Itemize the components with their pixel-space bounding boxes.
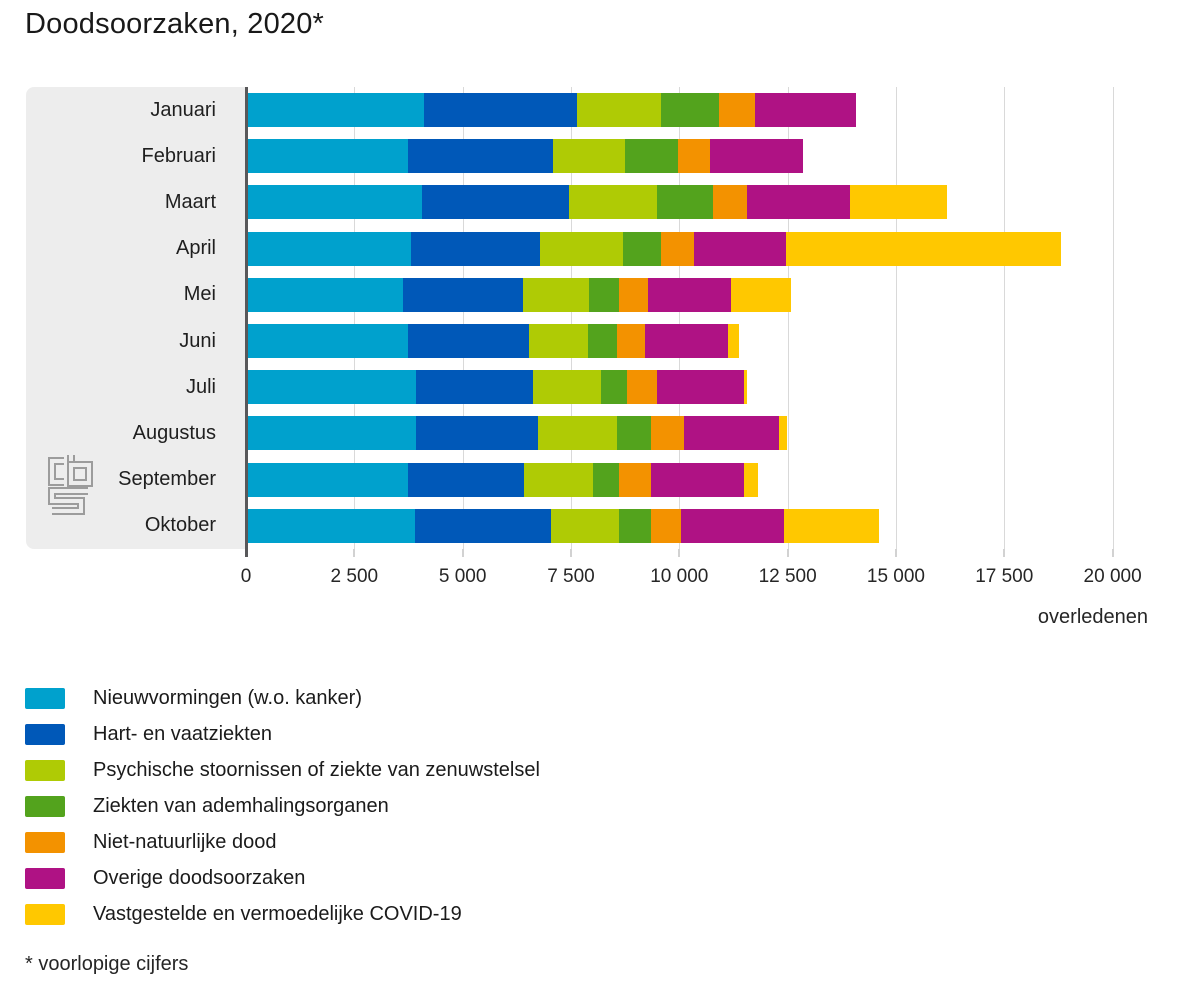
bar-row (246, 503, 1158, 549)
bar-segment[interactable] (651, 463, 744, 497)
bar-segment[interactable] (529, 324, 588, 358)
bar-segment[interactable] (524, 463, 593, 497)
bar-segment[interactable] (694, 232, 786, 266)
bar-segment[interactable] (246, 185, 422, 219)
bar-segment[interactable] (747, 185, 849, 219)
tick-label: 17 500 (975, 566, 1034, 587)
bar-row (246, 133, 1158, 179)
bar-segment[interactable] (540, 232, 622, 266)
cbs-logo (45, 453, 95, 519)
legend-label: Niet-natuurlijke dood (93, 830, 277, 853)
category-label: Januari (150, 98, 216, 121)
bar-segment[interactable] (744, 370, 747, 404)
bar-segment[interactable] (619, 509, 651, 543)
bar-row (246, 87, 1158, 133)
legend-item (25, 896, 540, 932)
legend-label: Nieuwvormingen (w.o. kanker) (93, 686, 362, 709)
bar-segment[interactable] (551, 509, 620, 543)
legend-label: Psychische stoornissen of ziekte van zenuwstelsel (93, 758, 540, 781)
category-label: Juli (185, 375, 216, 398)
bar-segment[interactable] (713, 185, 747, 219)
tick-mark (1112, 549, 1113, 557)
tick-mark (895, 549, 896, 557)
legend-swatch (25, 868, 65, 889)
tick-label: 2 500 (330, 566, 379, 587)
bar-segment[interactable] (755, 93, 856, 127)
chart-title: Doodsoorzaken, 2020* (25, 8, 325, 40)
legend-swatch (25, 904, 65, 925)
bar-segment[interactable] (651, 416, 684, 450)
category-label: Augustus (132, 421, 216, 444)
bar-segment[interactable] (850, 185, 947, 219)
tick-mark (1004, 549, 1005, 557)
bar-segment[interactable] (408, 139, 552, 173)
bar-segment[interactable] (593, 463, 618, 497)
bar-segment[interactable] (588, 324, 617, 358)
tick-mark (354, 549, 355, 557)
legend-label: Hart- en vaatziekten (93, 722, 272, 745)
tick-mark (462, 549, 463, 557)
bar-segment[interactable] (424, 93, 578, 127)
stacked-bar (246, 232, 1061, 266)
plot-area (246, 87, 1158, 549)
bar-segment[interactable] (786, 232, 1061, 266)
legend-label: Vastgestelde en vermoedelijke COVID-19 (93, 902, 462, 925)
legend-item (25, 860, 540, 896)
stacked-bar (246, 509, 879, 543)
tick-label: 5 000 (438, 566, 487, 587)
bar-segment[interactable] (645, 324, 728, 358)
bar-segment[interactable] (684, 416, 779, 450)
tick-mark (570, 549, 571, 557)
bar-segment[interactable] (661, 232, 695, 266)
bar-segment[interactable] (246, 93, 424, 127)
bar-segment[interactable] (651, 509, 681, 543)
legend-swatch (25, 760, 65, 781)
bar-segment[interactable] (601, 370, 627, 404)
category-label: Mei (183, 283, 216, 306)
bar-row (246, 272, 1158, 318)
tick-label: 15 000 (866, 566, 925, 587)
stacked-bar (246, 93, 856, 127)
bar-row (246, 226, 1158, 272)
bar-segment[interactable] (408, 324, 529, 358)
bar-segment[interactable] (589, 278, 619, 312)
legend-item (25, 752, 540, 788)
bar-segment[interactable] (625, 139, 679, 173)
bar-segment[interactable] (403, 278, 523, 312)
x-axis (240, 549, 1158, 609)
legend-item (25, 716, 540, 752)
bar-segment[interactable] (577, 93, 661, 127)
bar-segment[interactable] (553, 139, 625, 173)
legend-swatch (25, 832, 65, 853)
legend-item (25, 788, 540, 824)
bar-segment[interactable] (619, 278, 648, 312)
bar-segment[interactable] (411, 232, 540, 266)
bar-segment[interactable] (627, 370, 656, 404)
bar-segment[interactable] (731, 278, 791, 312)
bar-segment[interactable] (416, 416, 539, 450)
stacked-bar (246, 324, 739, 358)
legend-swatch (25, 796, 65, 817)
bar-segment[interactable] (569, 185, 657, 219)
tick-mark (787, 549, 788, 557)
legend-swatch (25, 688, 65, 709)
category-label: Oktober (144, 514, 216, 537)
bar-segment[interactable] (719, 93, 755, 127)
bar-segment[interactable] (246, 278, 403, 312)
y-axis-line (245, 87, 248, 557)
legend-label: Overige doodsoorzaken (93, 866, 306, 889)
bar-segment[interactable] (728, 324, 739, 358)
bar-segment[interactable] (533, 370, 601, 404)
bar-segment[interactable] (710, 139, 803, 173)
category-label: Maart (164, 190, 216, 213)
bar-row (246, 457, 1158, 503)
tick-label: 0 (240, 566, 252, 587)
bar-segment[interactable] (246, 139, 408, 173)
stacked-bar (246, 278, 791, 312)
bar-segment[interactable] (681, 509, 783, 543)
legend (25, 680, 540, 932)
category-label: Februari (141, 144, 216, 167)
bar-segment[interactable] (619, 463, 651, 497)
stacked-bar (246, 139, 803, 173)
bar-row (246, 410, 1158, 456)
stacked-bar (246, 185, 947, 219)
bar-segment[interactable] (657, 185, 714, 219)
bar-segment[interactable] (246, 232, 411, 266)
tick-label: 12 500 (758, 566, 817, 587)
stacked-bar (246, 416, 787, 450)
bar-segment[interactable] (784, 509, 880, 543)
bar-segment[interactable] (617, 324, 645, 358)
bar-segment[interactable] (246, 463, 408, 497)
stacked-bar (246, 463, 758, 497)
bar-segment[interactable] (416, 370, 533, 404)
bar-segment[interactable] (648, 278, 731, 312)
bar-segment[interactable] (661, 93, 719, 127)
bar-segment[interactable] (246, 324, 408, 358)
bar-segment[interactable] (657, 370, 744, 404)
bar-segment[interactable] (523, 278, 588, 312)
bar-row (246, 364, 1158, 410)
category-label: April (175, 237, 216, 260)
bar-segment[interactable] (779, 416, 787, 450)
category-label: Juni (179, 329, 216, 352)
bar-segment[interactable] (538, 416, 616, 450)
x-axis-unit-label: overledenen (1037, 606, 1148, 628)
bar-row (246, 179, 1158, 225)
legend-item (25, 824, 540, 860)
legend-label: Ziekten van ademhalingsorganen (93, 794, 389, 817)
tick-label: 20 000 (1083, 566, 1142, 587)
category-label: September (118, 468, 216, 491)
bar-segment[interactable] (246, 370, 416, 404)
bar-segment[interactable] (415, 509, 551, 543)
tick-mark (679, 549, 680, 557)
bar-segment[interactable] (617, 416, 651, 450)
bar-segment[interactable] (246, 416, 416, 450)
bar-segment[interactable] (422, 185, 569, 219)
category-panel (26, 87, 245, 549)
tick-label: 10 000 (650, 566, 709, 587)
bar-segment[interactable] (678, 139, 709, 173)
tick-label: 7 500 (547, 566, 595, 587)
bar-segment[interactable] (623, 232, 661, 266)
bar-segment[interactable] (246, 509, 415, 543)
bar-row (246, 318, 1158, 364)
bar-segment[interactable] (408, 463, 525, 497)
legend-swatch (25, 724, 65, 745)
stacked-bar (246, 370, 747, 404)
footnote: * voorlopige cijfers (25, 953, 189, 975)
bar-segment[interactable] (744, 463, 758, 497)
legend-item (25, 680, 540, 716)
